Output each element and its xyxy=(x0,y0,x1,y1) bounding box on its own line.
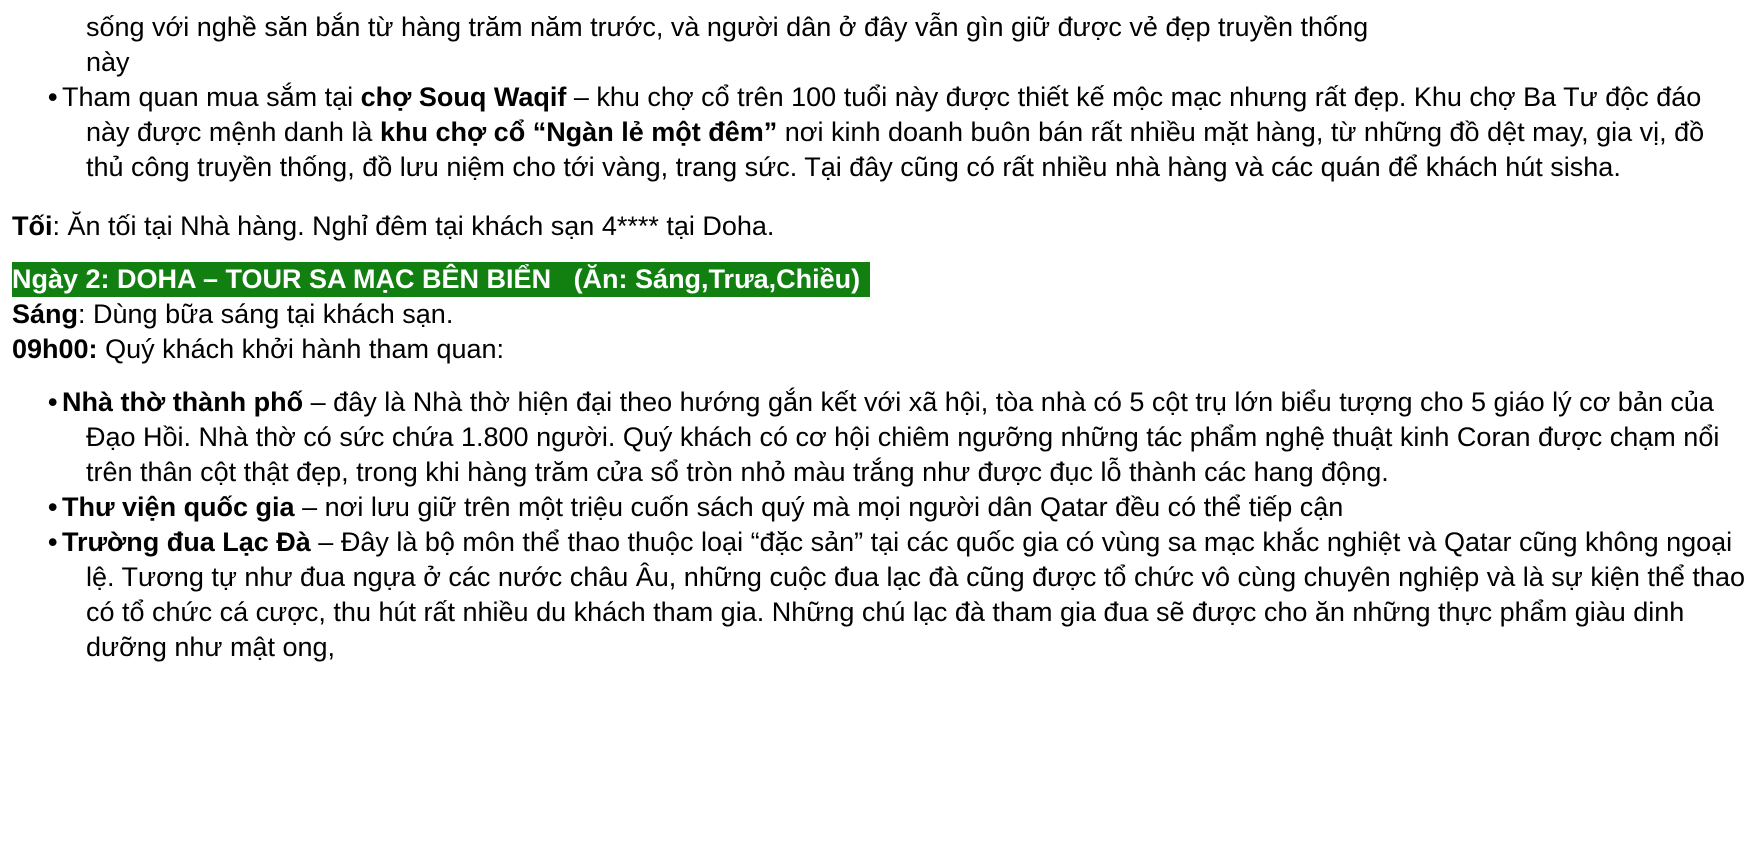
departure-line xyxy=(0,332,1756,367)
list-item-city-mosque xyxy=(0,385,1746,490)
day-2-heading: Ngày 2: DOHA – TOUR SA MẠC BÊN BIỂN (Ăn: Sáng,Trưa,Chiều) xyxy=(12,262,870,297)
morning-label: Sáng xyxy=(12,299,79,329)
evening-label: Tối xyxy=(12,211,53,241)
bullet-icon: • xyxy=(48,492,58,522)
day2-activity-list xyxy=(0,385,1756,665)
bullet-icon: • xyxy=(48,527,58,557)
continued-line-2: này xyxy=(86,47,130,77)
continued-paragraph xyxy=(0,10,1726,80)
souq-nickname: khu chợ cổ “Ngàn lẻ một đêm” xyxy=(379,117,778,147)
list-item-title: Nhà thờ thành phố xyxy=(62,387,304,417)
list-item-camel-race xyxy=(0,525,1746,665)
list-item-title: Trường đua Lạc Đà xyxy=(62,527,311,557)
document-page xyxy=(0,10,1756,665)
day1-activity-list xyxy=(0,80,1756,185)
list-item-national-library xyxy=(0,490,1746,525)
souq-waqif-name: chợ Souq Waqif xyxy=(360,82,567,112)
list-item-text: – đây là Nhà thờ hiện đại theo hướng gắn kết với xã hội, tòa nhà có 5 cột trụ lớn biểu tượng cho 5 giáo lý cơ bản của Đạo Hồi. Nhà thờ có sức chứa 1.800 người. Quý khách có cơ hội chiêm ngưỡng những tác phẩm nghệ thuật kinh Coran được chạm nổi trên thân cột thật đẹp, trong khi hàng trăm cửa sổ tròn nhỏ màu trắng như được đục lỗ thành các hang động. xyxy=(86,387,1720,487)
departure-time: 09h00: xyxy=(12,334,98,364)
continued-line-1: sống với nghề săn bắn từ hàng trăm năm trước, và người dân ở đây vẫn gìn giữ được vẻ đẹp truyền thống xyxy=(86,12,1369,42)
bullet-icon: • xyxy=(48,82,58,112)
bullet-icon: • xyxy=(48,387,58,417)
list-item-souq-waqif: • Tham quan mua sắm tại chợ Souq Waqif – khu chợ cổ trên 100 tuổi này được thiết kế mộc mạc nhưng rất đẹp. Khu chợ Ba Tư độc đáo này được mệnh danh là khu chợ cổ “Ngàn lẻ một đêm” nơi kinh doanh buôn bán rất nhiều mặt hàng, từ những đồ dệt may, gia vị, đồ thủ công truyền thống, đồ lưu niệm cho tới vàng, trang sức. Tại đây cũng có rất nhiều nhà hàng và các quán để khách hút sisha. xyxy=(48,82,1705,182)
evening-text: : Ăn tối tại Nhà hàng. Nghỉ đêm tại khách sạn 4**** tại Doha. xyxy=(52,211,775,241)
list-item-text: – nơi lưu giữ trên một triệu cuốn sách quý mà mọi người dân Qatar đều có thể tiếp cận xyxy=(294,492,1344,522)
evening-line xyxy=(0,209,1756,244)
morning-text: : Dùng bữa sáng tại khách sạn. xyxy=(78,299,454,329)
departure-text: Quý khách khởi hành tham quan: xyxy=(97,334,505,364)
list-item-title: Thư viện quốc gia xyxy=(62,492,295,522)
list-item-text: – Đây là bộ môn thể thao thuộc loại “đặc sản” tại các quốc gia có vùng sa mạc khắc nghiệt và Qatar cũng không ngoại lệ. Tương tự như đua ngựa ở các nước châu Âu, những cuộc đua lạc đà cũng được tổ chức vô cùng chuyên nghiệp và là sự kiện thể thao có tổ chức cá cược, thu hút rất nhiều du khách tham gia. Những chú lạc đà tham gia đua sẽ được cho ăn những thực phẩm giàu dinh dưỡng như mật ong, xyxy=(86,527,1745,662)
morning-line xyxy=(0,297,1756,332)
